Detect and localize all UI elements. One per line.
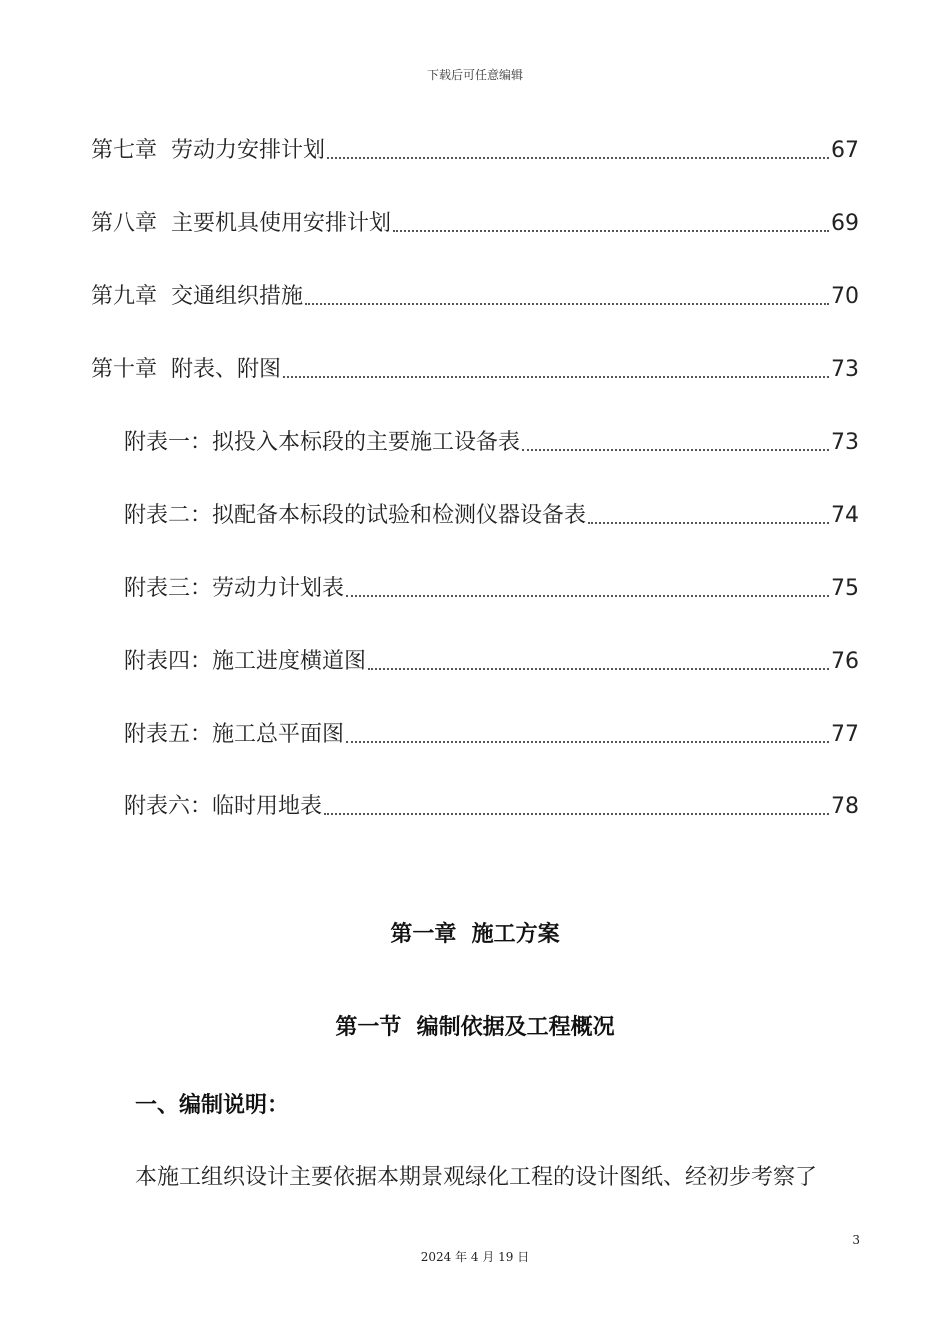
- toc-entry[interactable]: [91, 209, 859, 239]
- toc-entry[interactable]: [91, 355, 859, 385]
- toc-subentry[interactable]: [124, 720, 859, 750]
- toc-leader-dots: [324, 812, 829, 815]
- toc-leader-dots: [393, 229, 829, 232]
- toc-entry-title: 附表五：施工总平面图: [124, 722, 345, 747]
- body-paragraph: 本施工组织设计主要依据本期景观绿化工程的设计图纸、经初步考察了: [135, 1165, 818, 1190]
- toc-entry-title: 附表四：施工进度横道图: [124, 649, 367, 674]
- toc-subentry[interactable]: [124, 428, 859, 458]
- toc-entry-title: 第九章 交通组织措施: [91, 284, 303, 309]
- toc-leader-dots: [346, 594, 829, 597]
- chapter-heading: 第一章 施工方案: [390, 922, 560, 947]
- toc-entry-title: 第八章 主要机具使用安排计划: [91, 211, 391, 236]
- toc-entry-title: 第十章 附表、附图: [91, 357, 281, 382]
- toc-entry-page: 70: [831, 284, 859, 309]
- toc-leader-dots: [522, 448, 829, 451]
- toc-entry-page: 74: [831, 503, 859, 528]
- page-header: 下载后可任意编辑: [426, 68, 523, 82]
- toc-leader-dots: [346, 740, 829, 743]
- footer-date: 2024 年 4 月 19 日: [420, 1250, 530, 1264]
- toc-subentry[interactable]: [124, 792, 859, 822]
- toc-leader-dots: [588, 521, 829, 524]
- toc-leader-dots: [305, 302, 829, 305]
- toc-entry-title: 第七章 劳动力安排计划: [91, 138, 325, 163]
- toc-subentry[interactable]: [124, 574, 859, 604]
- toc-entry-title: 附表六：临时用地表: [124, 794, 323, 819]
- toc-entry-page: 69: [831, 211, 859, 236]
- section-heading: 第一节 编制依据及工程概况: [335, 1015, 615, 1040]
- toc-entry-title: 附表一：拟投入本标段的主要施工设备表: [124, 430, 521, 455]
- toc-entry-title: 附表三：劳动力计划表: [124, 576, 345, 601]
- toc-leader-dots: [283, 375, 829, 378]
- toc-entry-page: 75: [831, 576, 859, 601]
- toc-subentry[interactable]: [124, 647, 859, 677]
- page-number: 3: [852, 1233, 860, 1247]
- toc-entry-page: 73: [831, 430, 859, 455]
- toc-entry[interactable]: [91, 136, 859, 166]
- toc-entry-page: 67: [831, 138, 859, 163]
- toc-leader-dots: [368, 667, 829, 670]
- toc-entry-page: 78: [831, 794, 859, 819]
- toc-entry[interactable]: [91, 282, 859, 312]
- toc-entry-page: 76: [831, 649, 859, 674]
- toc-entry-page: 77: [831, 722, 859, 747]
- toc-entry-title: 附表二：拟配备本标段的试验和检测仪器设备表: [124, 503, 587, 528]
- toc-subentry[interactable]: [124, 501, 859, 531]
- toc-entry-page: 73: [831, 357, 859, 382]
- toc-leader-dots: [327, 156, 829, 159]
- subsection-heading: 一、编制说明：: [135, 1093, 290, 1118]
